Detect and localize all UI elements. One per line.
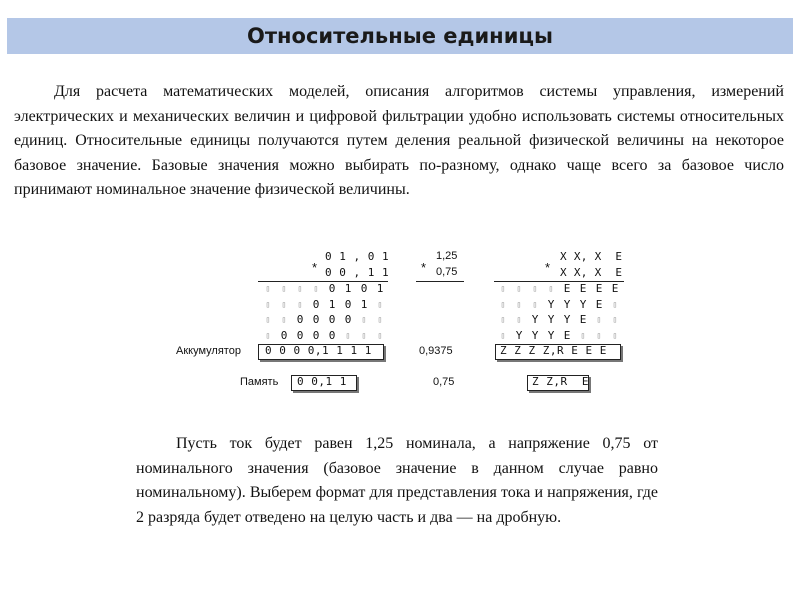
binary-digit: ▯ bbox=[377, 299, 383, 309]
binary-digit: ▯ bbox=[265, 330, 271, 340]
binary-digit: ▯ bbox=[265, 284, 271, 293]
memory-label: Память bbox=[240, 376, 279, 388]
binary-digit: 0 bbox=[296, 313, 304, 326]
decimal-memory-value: 0,75 bbox=[433, 376, 455, 388]
symbolic-digit: Y bbox=[547, 297, 555, 311]
binary-digit: ▯ bbox=[361, 315, 367, 324]
binary-digit: ▯ bbox=[265, 315, 271, 324]
binary-multiply-sign: * bbox=[312, 260, 318, 275]
binary-digit: 0 bbox=[344, 313, 352, 326]
symbolic-digit: E bbox=[563, 282, 571, 295]
symbolic-digit: ▯ bbox=[596, 330, 602, 340]
symbolic-multiply-sign: * bbox=[545, 260, 551, 275]
symbolic-digit: ▯ bbox=[516, 284, 522, 293]
symbolic-memory-value: Z Z,R E bbox=[532, 375, 589, 388]
symbolic-digit: E bbox=[595, 297, 603, 311]
symbolic-digit: ▯ bbox=[500, 315, 506, 324]
symbolic-digit: ▯ bbox=[612, 299, 618, 309]
symbolic-digit: E bbox=[579, 313, 587, 326]
binary-digit: ▯ bbox=[361, 330, 367, 340]
binary-partial-row bbox=[260, 297, 388, 312]
binary-digit: ▯ bbox=[265, 299, 271, 309]
symbolic-digit: ▯ bbox=[500, 299, 506, 309]
binary-digit: ▯ bbox=[313, 284, 319, 293]
symbolic-digit: Y bbox=[563, 297, 571, 311]
binary-partial-row bbox=[260, 328, 388, 343]
symbolic-digit: E bbox=[563, 328, 571, 342]
symbolic-digit: Y bbox=[531, 313, 539, 326]
accumulator-label: Аккумулятор bbox=[176, 345, 241, 357]
binary-digit: ▯ bbox=[281, 299, 287, 309]
decimal-multiply-sign: * bbox=[421, 260, 427, 275]
symbolic-operand-2: X X, X E bbox=[560, 266, 623, 279]
binary-digit: ▯ bbox=[297, 284, 303, 293]
binary-digit: 1 bbox=[360, 297, 368, 311]
symbolic-digit: ▯ bbox=[532, 284, 538, 293]
symbolic-digit: Y bbox=[515, 328, 523, 342]
binary-accumulator-value: 0 0 0 0,1 1 1 1 bbox=[265, 344, 372, 357]
decimal-operand-2: 0,75 bbox=[436, 266, 458, 278]
binary-operand-1: 0 1 , 0 1 bbox=[325, 250, 390, 263]
binary-digit: 1 bbox=[344, 282, 352, 295]
symbolic-digit: ▯ bbox=[500, 284, 506, 293]
binary-digit: 0 bbox=[360, 282, 368, 295]
symbolic-digit: ▯ bbox=[516, 299, 522, 309]
binary-digit: 0 bbox=[296, 328, 304, 342]
decimal-accumulator-value: 0,9375 bbox=[419, 345, 453, 357]
binary-digit: 0 bbox=[312, 313, 320, 326]
binary-digit: ▯ bbox=[345, 330, 351, 340]
binary-partial-row bbox=[260, 281, 388, 296]
binary-digit: 1 bbox=[328, 297, 336, 311]
binary-digit: 0 bbox=[312, 297, 320, 311]
binary-digit: 0 bbox=[280, 328, 288, 342]
symbolic-partial-row bbox=[495, 328, 623, 343]
symbolic-partial-row bbox=[495, 297, 623, 312]
symbolic-partial-row bbox=[495, 312, 623, 327]
binary-digit: 0 bbox=[328, 313, 336, 326]
symbolic-partial-row bbox=[495, 281, 623, 296]
symbolic-digit: ▯ bbox=[516, 315, 522, 324]
intro-paragraph: Для расчета математических моделей, описания алгоритмов системы управления, измерений электрических и механических величин и цифровой фильтрации удобно использовать системы относительных единиц. Относительные единицы получаются путем деления реальной физической величины на некоторое базовое значение. Базовые значения можно выбирать по-разному, однако чаще всего за базовое число принимают номинальное значение физической величины. bbox=[14, 83, 784, 198]
binary-operand-2: 0 0 , 1 1 bbox=[325, 266, 390, 279]
symbolic-digit: Y bbox=[531, 328, 539, 342]
symbolic-digit: E bbox=[579, 282, 587, 295]
symbolic-digit: Y bbox=[547, 328, 555, 342]
symbolic-digit: ▯ bbox=[580, 330, 586, 340]
decimal-product-line bbox=[416, 281, 464, 282]
symbolic-digit: Y bbox=[547, 313, 555, 326]
binary-digit: 0 bbox=[344, 297, 352, 311]
binary-digit: ▯ bbox=[281, 284, 287, 293]
binary-digit: ▯ bbox=[297, 299, 303, 309]
symbolic-operand-1: X X, X E bbox=[560, 250, 623, 263]
slide-title: Относительные единицы bbox=[7, 18, 793, 54]
binary-digit: 0 bbox=[328, 328, 336, 342]
symbolic-accumulator-value: Z Z Z Z,R E E E bbox=[500, 344, 607, 357]
binary-memory-value: 0 0,1 1 bbox=[297, 375, 347, 388]
binary-digit: 1 bbox=[376, 282, 384, 295]
symbolic-digit: ▯ bbox=[612, 315, 618, 324]
binary-digit: 0 bbox=[312, 328, 320, 342]
symbolic-digit: ▯ bbox=[500, 330, 506, 340]
binary-digit: ▯ bbox=[281, 315, 287, 324]
binary-partial-row bbox=[260, 312, 388, 327]
symbolic-digit: ▯ bbox=[612, 330, 618, 340]
binary-digit: ▯ bbox=[377, 315, 383, 324]
symbolic-digit: ▯ bbox=[532, 299, 538, 309]
binary-digit: 0 bbox=[328, 282, 336, 295]
symbolic-digit: ▯ bbox=[548, 284, 554, 293]
symbolic-digit: ▯ bbox=[596, 315, 602, 324]
symbolic-digit: Y bbox=[579, 297, 587, 311]
symbolic-digit: Y bbox=[563, 313, 571, 326]
symbolic-digit: E bbox=[595, 282, 603, 295]
decimal-operand-1: 1,25 bbox=[436, 250, 458, 262]
example-paragraph: Пусть ток будет равен 1,25 номинала, а напряжение 0,75 от номинального значения (базовое значение в данном случае равно номинальному). Выберем формат для представления тока и напряжения, где 2 разряда будет отведено на целую часть и два — на дробную. bbox=[136, 435, 658, 526]
binary-digit: ▯ bbox=[377, 330, 383, 340]
symbolic-digit: E bbox=[611, 282, 619, 295]
